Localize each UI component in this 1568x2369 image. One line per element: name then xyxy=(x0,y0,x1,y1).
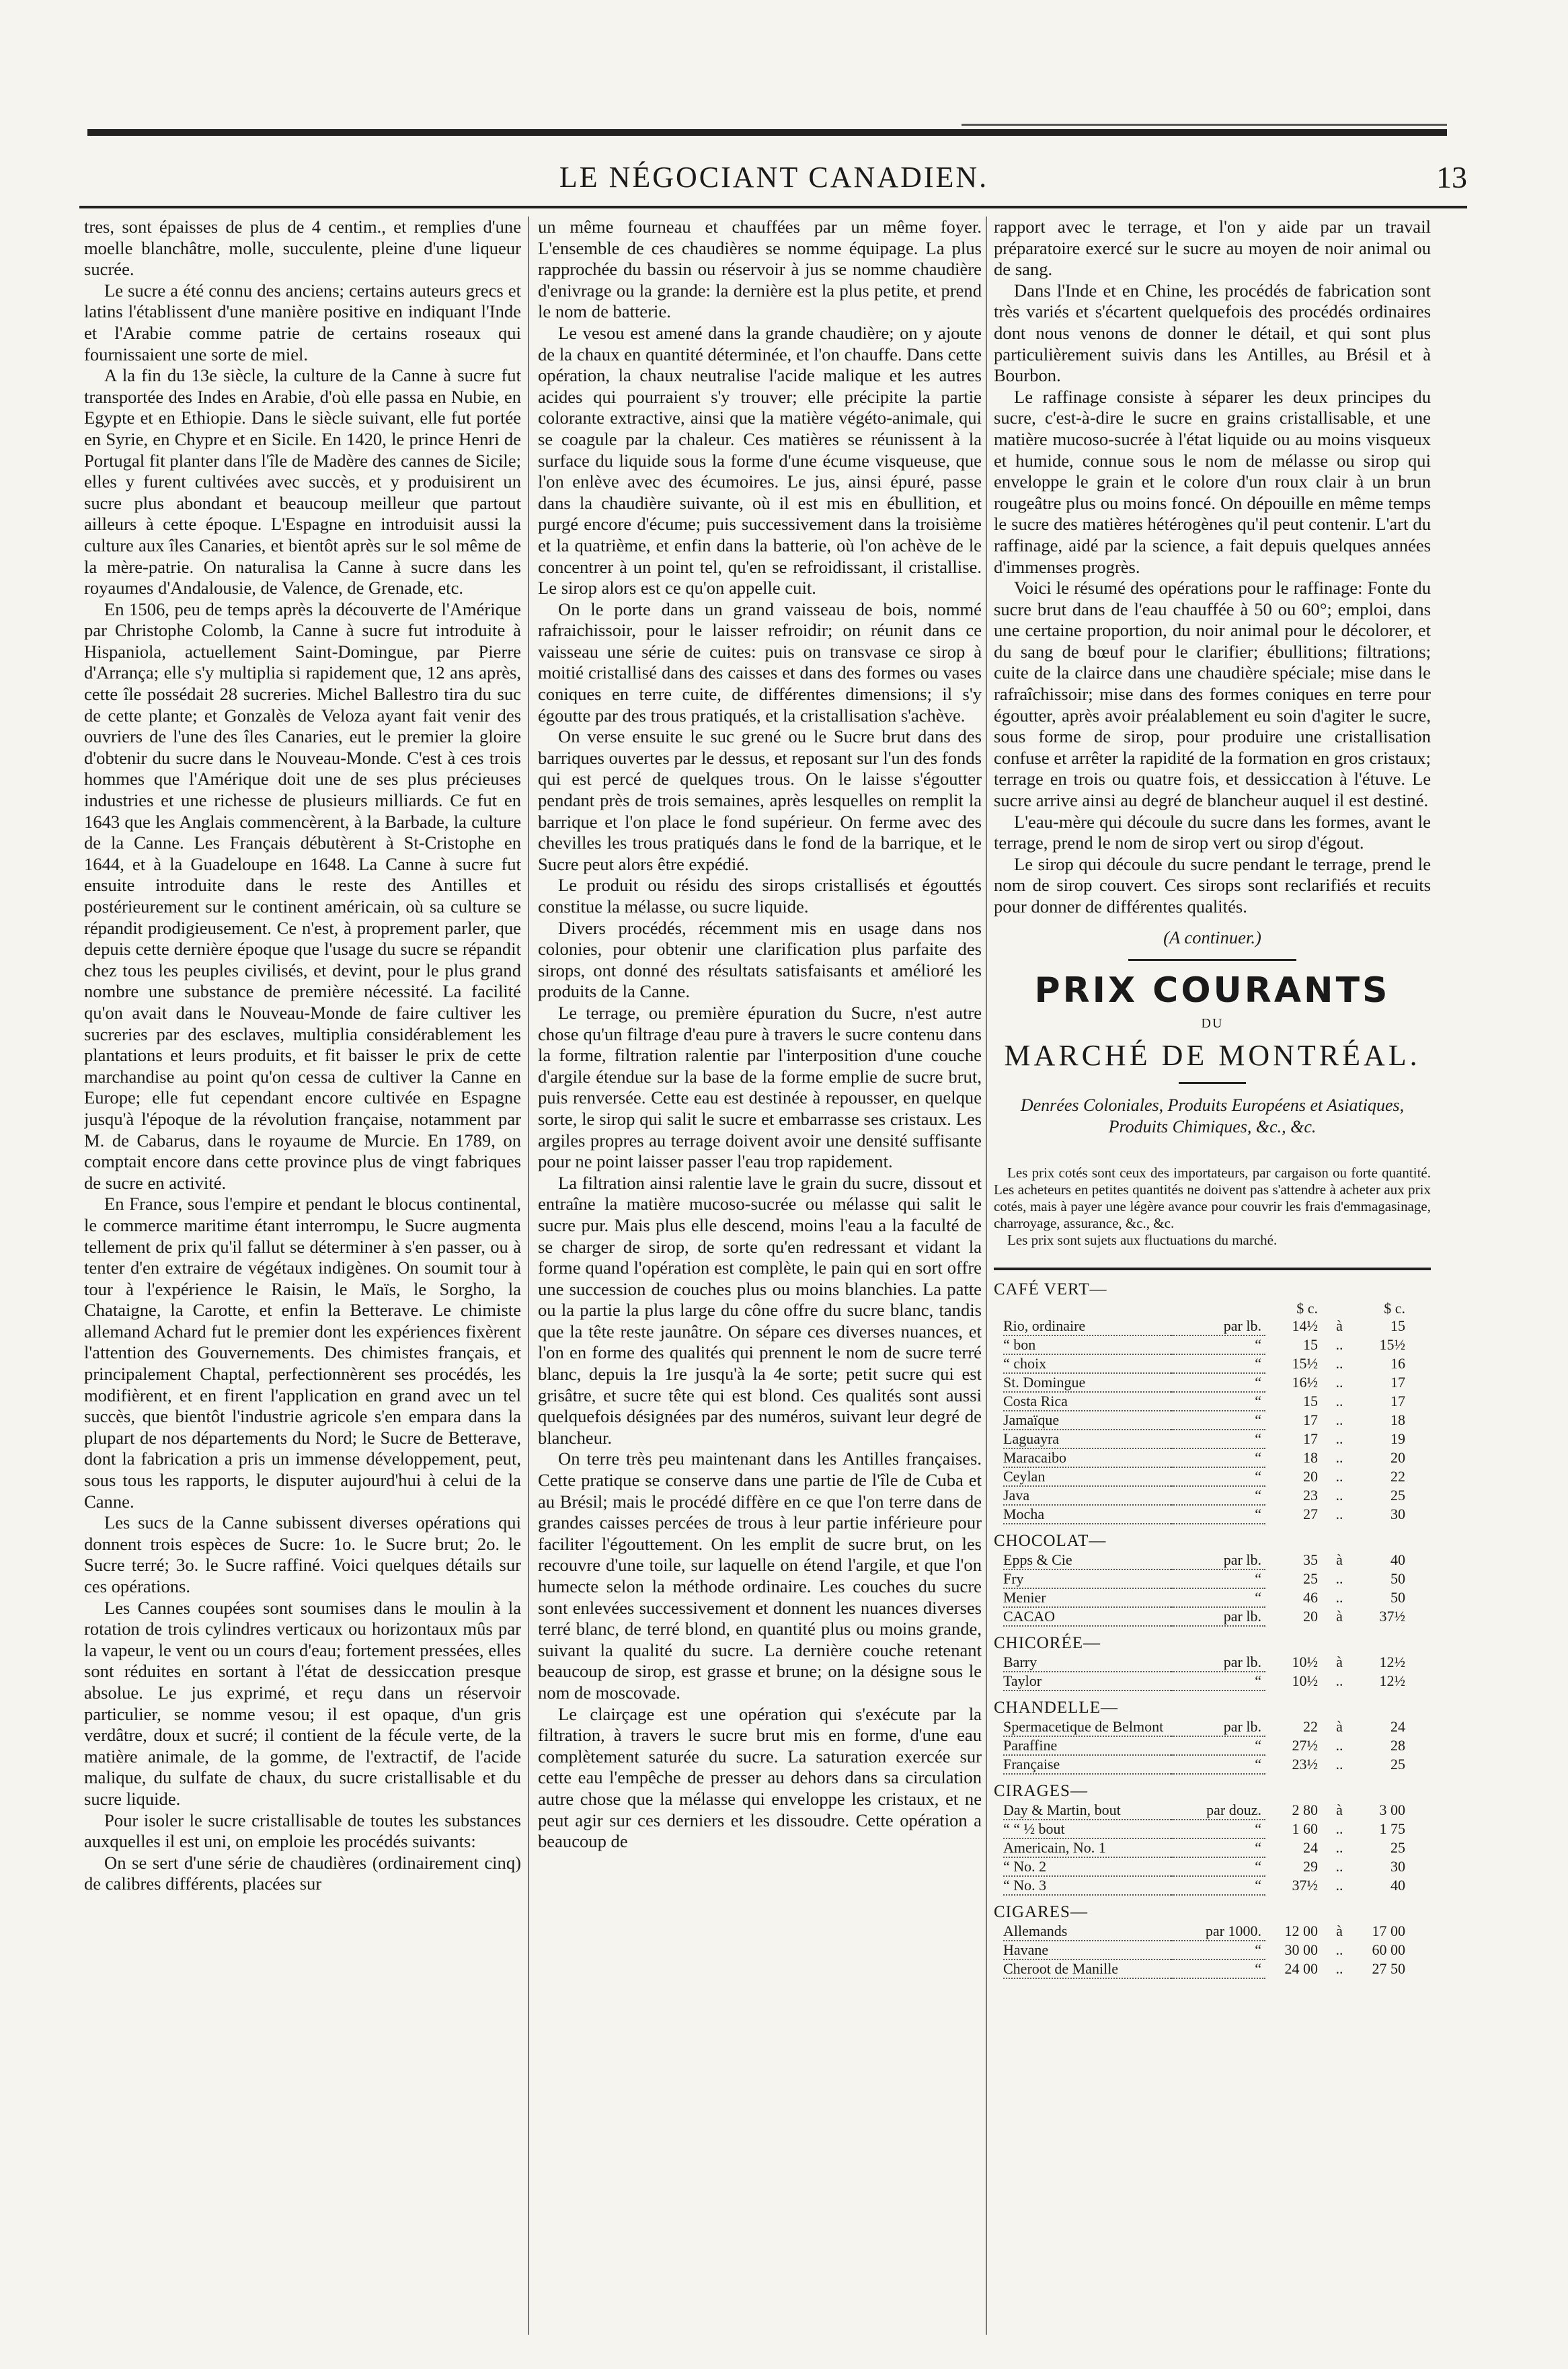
product-name: Menier xyxy=(1003,1589,1171,1608)
price-high: 25 xyxy=(1390,1486,1405,1504)
page-number: 13 xyxy=(1436,159,1467,194)
section-rule xyxy=(1179,1082,1246,1084)
price-separator: .. xyxy=(1335,1959,1343,1977)
product-name: Ceylan xyxy=(1003,1468,1171,1487)
price-unit: “ xyxy=(1171,1570,1265,1589)
price-row xyxy=(994,1801,1431,1820)
price-high: 27 50 xyxy=(1372,1959,1405,1977)
price-low: 22 xyxy=(1303,1717,1318,1735)
paragraph: Le raffinage consiste à séparer les deux principes du sucre, c'est-à-dire le sucre en grains cristallisable, et une matière mucoso-sucrée à l'état liquide ou au moins visqueux et humide, connue sous le nom de mélasse ou sirop qui enveloppe le grain et le colore d'un roux clair à un brun rougeâtre plus ou moins foncé. On dépouille en même temps le sucre des matières hétérogènes qu'il peut contenir. L'art du raffinage, aidé par la science, a fait depuis quelques années d'immenses progrès. xyxy=(994,386,1431,577)
price-row xyxy=(994,1449,1431,1468)
price-unit: “ xyxy=(1171,1839,1265,1858)
price-separator: .. xyxy=(1335,1335,1343,1353)
price-unit: “ xyxy=(1171,1737,1265,1756)
paragraph: Le sucre a été connu des anciens; certains auteurs grecs et latins l'établissent d'une manière positive en indiquant l'Inde et l'Arabie comme patrie de certains roseaux qui fournissaient une sorte de miel. xyxy=(84,280,521,364)
price-high: 50 xyxy=(1390,1569,1405,1587)
paragraph: Le vesou est amené dans la grande chaudière; on y ajoute de la chaux en quantité déterminée, et l'on chauffe. Dans cette opération, la chaux neutralise l'acide malique et les autres acides qui pourraient s'y trouver; elle précipite la partie colorante extractive, ainsi que la matière végéto-animale, qui se coagule par la chaleur. Ces matières se réunissent à la surface du liquide sous la forme d'une écume visqueuse, que l'on enlève avec des écumoires. Le jus, ainsi épuré, passe dans la chaudière suivante, où il est mis en ébullition, et purgé encore d'écume; puis successivement dans la troisième et la quatrième, et enfin dans la batterie, où l'on achève de le concentrer à un point tel, qu'en se refroidissant, il cristallise. Le sirop alors est ce qu'on appelle cuit. xyxy=(538,322,982,598)
product-name: “ bon xyxy=(1003,1336,1171,1355)
paragraph: En 1506, peu de temps après la découverte de l'Amérique par Christophe Colomb, la Canne à sucre fut introduite à Hispaniola, actuellement Saint-Domingue, par Pierre d'Arrança; elle s'y multiplia si rapidement que, 12 ans après, cette île possédait 28 sucreries. Michel Ballestro tira du suc de cette plante; et Gonzalès de Veloza ayant fait venir des ouvriers de l'une des îles Canaries, eut le premier la gloire d'obtenir du sucre dans le Nouveau-Monde. C'est à ces trois hommes que l'Amérique doit une de ses plus précieuses industries et une richesse de plusieurs milliards. Ce fut en 1643 que les Anglais commencèrent, à la Barbade, la culture de la Canne. Les Français débutèrent à St-Cristophe en 1644, et à la Guadeloupe en 1648. La Canne à sucre fut ensuite introduite dans le reste des Antilles et postérieurement sur le continent américain, où sa culture se répandit prodigieusement. Ce n'est, à proprement parler, que depuis cette dernière époque que l'usage du sucre se répandit chez tous les peuples civilisés, et devint, pour le plus grand nombre une substance de première nécessité. La facilité qu'on avait dans le Nouveau-Monde de faire cultiver les sucreries par des esclaves, multiplia considérablement les plantations et leurs produits, et fit baisser le prix de cette marchandise au point qu'on cessa de cultiver la Canne en Europe; elle fut cependant encore cultivée en Espagne jusqu'à l'époque de la révolution française, notamment par M. de Cabarus, dans le royaume de Murcie. En 1789, on comptait encore dans cette province plus de vingt fabriques de sucre en activité. xyxy=(84,598,521,1193)
price-low: 35 xyxy=(1303,1551,1318,1568)
price-unit: “ xyxy=(1171,1820,1265,1839)
price-low: 17 xyxy=(1303,1430,1318,1447)
price-low: 15 xyxy=(1303,1335,1318,1353)
price-low: 18 xyxy=(1303,1448,1318,1466)
product-name: Rio, ordinaire xyxy=(1003,1317,1171,1336)
price-high: 19 xyxy=(1390,1430,1405,1447)
price-row xyxy=(994,1570,1431,1589)
product-name: Costa Rica xyxy=(1003,1393,1171,1411)
price-separator: à xyxy=(1336,1551,1343,1568)
header-rule-thin xyxy=(962,124,1447,126)
paragraph: rapport avec le terrage, et l'on y aide par un travail préparatoire exercé sur le sucre au moyen de noir animal ou de sang. xyxy=(994,217,1431,280)
price-high: 18 xyxy=(1390,1411,1405,1428)
price-category: CIGARES— xyxy=(994,1902,1088,1921)
price-low: 20 xyxy=(1303,1467,1318,1485)
price-separator: .. xyxy=(1335,1505,1343,1522)
article-column-1 xyxy=(84,217,521,2341)
price-low: 20 xyxy=(1303,1607,1318,1625)
price-high: 17 xyxy=(1390,1373,1405,1391)
price-high: 17 00 xyxy=(1372,1922,1405,1939)
price-row xyxy=(994,1737,1431,1756)
paragraph: La filtration ainsi ralentie lave le grain du sucre, dissout et entraîne la matière mucoso-sucrée ou mélasse qui salit le sucre pur. Mais plus elle descend, moins l'eau a la faculté de se charger de sirop, de sorte qu'en redressant et vidant la forme quand l'opération est complète, le pain qui en sort offre une succession de couches plus ou moins blanchies. La patte ou la partie la plus large du cône offre du sucre blanc, tandis que la tête reste jaunâtre. On sépare ces diverses nuances, et l'on en forme des qualités qui prennent le nom de sucre terré blanc, depuis la 1re jusqu'à la 4e sorte; petit sucre qui est grisâtre, et sucre tête qui est blond. Ces qualités sont aussi quelquefois désignées par des numéros, suivant leur degré de blancheur. xyxy=(538,1172,982,1448)
price-row xyxy=(994,1608,1431,1627)
price-high: 15½ xyxy=(1379,1335,1405,1353)
product-name: Day & Martin, bout xyxy=(1003,1801,1171,1820)
paragraph: Dans l'Inde et en Chine, les procédés de fabrication sont très variés et s'écartent quelquefois des procédés ordinaires dont nous venons de donner le détail, et qui sont plus particulièrement suivis dans les Antilles, au Brésil et à Bourbon. xyxy=(994,280,1431,386)
price-row xyxy=(994,1960,1431,1979)
price-low: 15 xyxy=(1303,1392,1318,1409)
table-top-rule xyxy=(994,1268,1431,1270)
price-unit: “ xyxy=(1171,1393,1265,1411)
paragraph: un même fourneau et chauffées par un même foyer. L'ensemble de ces chaudières se nomme équipage. La plus rapprochée du bassin ou réservoir à jus se nomme chaudière d'enivrage ou la grande: la dernière est la plus petite, et prend le nom de batterie. xyxy=(538,217,982,322)
price-high: 3 00 xyxy=(1379,1801,1405,1818)
product-name: St. Domingue xyxy=(1003,1374,1171,1393)
price-row xyxy=(994,1718,1431,1737)
price-row xyxy=(994,1654,1431,1672)
article-column-3 xyxy=(994,217,1431,2341)
price-separator: .. xyxy=(1335,1486,1343,1504)
price-separator: .. xyxy=(1335,1392,1343,1409)
product-name: Mocha xyxy=(1003,1506,1171,1524)
price-category: CAFÉ VERT— xyxy=(994,1280,1107,1298)
price-low: 24 00 xyxy=(1284,1959,1318,1977)
price-high: 1 75 xyxy=(1379,1820,1405,1837)
product-name: “ choix xyxy=(1003,1355,1171,1374)
price-low: 29 xyxy=(1303,1857,1318,1875)
paragraph: Voici le résumé des opérations pour le raffinage: Fonte du sucre brut dans de l'eau chauffée à 50 ou 60°; emploi, dans une certaine proportion, du noir animal pour le décolorer, et du sang de bœuf pour le clarifier; ébullitions; filtrations; cuite de la clairce dans une chaudière spéciale; mise dans le rafraîchissoir; mise dans des formes coniques en terre pour égoutter, après avoir préalablement eu soin d'agiter le sucre, sous forme de sirop, pour produire une cristallisation confuse et arrêter la rapidité de la formation en gros cristaux; terrage en trois ou quatre fois, et dessiccation à l'étuve. Le sucre arrive ainsi au degré de blancheur auquel il est destiné. xyxy=(994,578,1431,811)
price-unit: “ xyxy=(1171,1960,1265,1979)
price-unit: par lb. xyxy=(1171,1317,1265,1336)
price-low: 12 00 xyxy=(1284,1922,1318,1939)
newspaper-title: LE NÉGOCIANT CANADIEN. xyxy=(559,160,989,194)
price-low: 17 xyxy=(1303,1411,1318,1428)
price-row xyxy=(994,1858,1431,1877)
paragraph: Les Cannes coupées sont soumises dans le moulin à la rotation de trois cylindres verticaux ou horizontaux mûs par la vapeur, le vent ou un cours d'eau; fortement pressées, elles sont réduites en sortant à l'état de dessiccation presque absolue. Le jus exprimé, et reçu dans un réservoir particulier, se nomme vesou; il est opaque, d'un gris verdâtre, doux et sucré; il contient de la fécule verte, de la matière animale, de la gomme, de l'extractif, de l'acide malique, du sulfate de chaux, du sucre cristallisable et du sucre liquide. xyxy=(84,1597,521,1809)
paragraph: Le sirop qui découle du sucre pendant le terrage, prend le nom de sirop couvert. Ces sirops sont reclarifiés et recuits pour donner de différentes qualités. xyxy=(994,853,1431,917)
paragraph: L'eau-mère qui découle du sucre dans les formes, avant le terrage, prend le nom de sirop vert ou sirop d'égout. xyxy=(994,811,1431,853)
price-high: 12½ xyxy=(1379,1653,1405,1670)
paragraph: On le porte dans un grand vaisseau de bois, nommé rafraichissoir, pour le laisser refroidir; on réunit dans ce vaisseau une série de cuites: puis on transvase ce sirop à moitié cristallisé dans des caisses et dans des formes ou vases coniques en terre cuite, de différentes dimensions; il s'y égoutte par des trous pratiqués, et la cristallisation s'achève. xyxy=(538,598,982,726)
price-separator: .. xyxy=(1335,1448,1343,1466)
paragraph: Le produit ou résidu des sirops cristallisés et égouttés constitue la mélasse, ou sucre liquide. xyxy=(538,875,982,917)
price-low: 30 00 xyxy=(1284,1941,1318,1958)
price-high: 20 xyxy=(1390,1448,1405,1466)
price-low: 2 80 xyxy=(1292,1801,1318,1818)
column-divider xyxy=(528,217,529,2335)
price-row xyxy=(994,1374,1431,1393)
price-row xyxy=(994,1393,1431,1411)
header-underline xyxy=(79,206,1467,208)
price-high: 28 xyxy=(1390,1736,1405,1754)
price-high: 60 00 xyxy=(1372,1941,1405,1958)
price-category: CHOCOLAT— xyxy=(994,1531,1107,1550)
price-separator: à xyxy=(1336,1317,1343,1334)
currency-label: $ c. xyxy=(1296,1299,1318,1317)
price-row xyxy=(994,1430,1431,1449)
notice-text: Les prix cotés sont ceux des importateurs, par cargaison ou forte quantité. Les acheteurs en petites quantités ne doivent pas s'attendre à acheter aux prix cotés, mais à payer une légère avance pour couvrir les frais d'emmagasinage, charroyage, assurance, &c., &c. xyxy=(994,1164,1431,1231)
price-category: CIRAGES— xyxy=(994,1781,1088,1800)
price-unit: “ xyxy=(1171,1449,1265,1468)
price-unit: “ xyxy=(1171,1941,1265,1960)
paragraph: Les sucs de la Canne subissent diverses opérations qui donnent trois espèces de Sucre: 1o. le Sucre brut; 2o. le Sucre terré; 3o. le Sucre raffiné. Voici quelques détails sur ces opérations. xyxy=(84,1512,521,1596)
currency-header xyxy=(994,1300,1431,1317)
paragraph: On terre très peu maintenant dans les Antilles françaises. Cette pratique se conserve dans une partie de l'île de Cuba et au Brésil; mais le procédé diffère en ce que l'on terre dans de grandes caisses percées de trous à leur partie inférieure pour faciliter l'égouttement. On les emplit de sucre brut, on les recouvre d'une toile, sur laquelle on étend l'argile, et que l'on humecte selon la méthode ordinaire. Les couches du sucre sont enlevées successivement et donnent les nuances diverses terré blanc, de terré blond, en quantité plus ou moins grande, suivant la qualité du sucre. La dernière couche retenant beaucoup de sirop, est grasse et brune; on la désigne sous le nom de moscovade. xyxy=(538,1448,982,1703)
currency-label: $ c. xyxy=(1384,1299,1405,1317)
price-list-title: PRIX COURANTS xyxy=(1034,970,1390,1011)
price-low: 23 xyxy=(1303,1486,1318,1504)
price-unit: par 1000. xyxy=(1171,1923,1265,1941)
price-row xyxy=(994,1923,1431,1941)
price-high: 25 xyxy=(1390,1838,1405,1856)
price-high: 50 xyxy=(1390,1588,1405,1606)
price-row xyxy=(994,1317,1431,1336)
price-row xyxy=(994,1941,1431,1960)
price-low: 27½ xyxy=(1292,1736,1318,1754)
price-high: 17 xyxy=(1390,1392,1405,1409)
price-separator: .. xyxy=(1335,1373,1343,1391)
price-unit: par lb. xyxy=(1171,1718,1265,1737)
product-name: Spermacetique de Belmont xyxy=(1003,1718,1171,1737)
price-separator: .. xyxy=(1335,1941,1343,1958)
price-row xyxy=(994,1756,1431,1775)
product-name: Laguayra xyxy=(1003,1430,1171,1449)
price-category: CHANDELLE— xyxy=(994,1698,1118,1717)
price-list-du: DU xyxy=(1201,1016,1224,1032)
price-row xyxy=(994,1839,1431,1858)
price-low: 46 xyxy=(1303,1588,1318,1606)
price-high: 30 xyxy=(1390,1857,1405,1875)
price-notice xyxy=(994,1165,1431,1249)
price-unit: “ xyxy=(1171,1374,1265,1393)
paragraph: Pour isoler le sucre cristallisable de toutes les substances auxquelles il est uni, on emploie les procédés suivants: xyxy=(84,1810,521,1852)
price-separator: .. xyxy=(1335,1411,1343,1428)
price-unit: par lb. xyxy=(1171,1654,1265,1672)
notice-text: Les prix sont sujets aux fluctuations du marché. xyxy=(1007,1231,1278,1248)
price-row xyxy=(994,1355,1431,1374)
price-separator: .. xyxy=(1335,1569,1343,1587)
price-low: 1 60 xyxy=(1292,1820,1318,1837)
price-unit: “ xyxy=(1171,1411,1265,1430)
price-unit: “ xyxy=(1171,1877,1265,1896)
price-separator: à xyxy=(1336,1717,1343,1735)
price-unit: “ xyxy=(1171,1756,1265,1775)
price-separator: à xyxy=(1336,1607,1343,1625)
price-row xyxy=(994,1506,1431,1524)
price-row xyxy=(994,1672,1431,1691)
price-unit: “ xyxy=(1171,1672,1265,1691)
price-unit: “ xyxy=(1171,1430,1265,1449)
price-list-subtitle: Denrées Coloniales, Produits Européens et Asiatiques, Produits Chimiques, &c., &c. xyxy=(1020,1095,1405,1136)
price-separator: à xyxy=(1336,1922,1343,1939)
product-name: Havane xyxy=(1003,1941,1171,1960)
product-name: Barry xyxy=(1003,1654,1171,1672)
product-name: Cheroot de Manille xyxy=(1003,1960,1171,1979)
price-unit: “ xyxy=(1171,1589,1265,1608)
paragraph: On verse ensuite le suc grené ou le Sucre brut dans des barriques ouvertes par le dessus, et reposant sur l'un des fonds qui est percé de quelques trous. On le laisse s'égoutter pendant près de trois semaines, après lesquelles on remplit la barrique et l'on place le fond supérieur. On ferme avec des chevilles les trous pratiqués dans le fond de la barrique, et le Sucre peut alors être expédié. xyxy=(538,726,982,874)
price-separator: .. xyxy=(1335,1354,1343,1372)
paragraph: On se sert d'une série de chaudières (ordinairement cinq) de calibres différents, placées sur xyxy=(84,1852,521,1894)
price-unit: “ xyxy=(1171,1355,1265,1374)
price-separator: .. xyxy=(1335,1876,1343,1894)
price-unit: “ xyxy=(1171,1858,1265,1877)
price-separator: .. xyxy=(1335,1588,1343,1606)
product-name: “ No. 3 xyxy=(1003,1877,1171,1896)
price-high: 16 xyxy=(1390,1354,1405,1372)
price-unit: “ xyxy=(1171,1487,1265,1506)
price-unit: par lb. xyxy=(1171,1551,1265,1570)
price-row xyxy=(994,1468,1431,1487)
price-low: 10½ xyxy=(1292,1672,1318,1689)
price-row xyxy=(994,1487,1431,1506)
product-name: Jamaïque xyxy=(1003,1411,1171,1430)
section-rule xyxy=(1128,959,1296,961)
market-name: MARCHÉ DE MONTRÉAL. xyxy=(1004,1038,1421,1072)
price-low: 14½ xyxy=(1292,1317,1318,1334)
price-high: 24 xyxy=(1390,1717,1405,1735)
price-low: 27 xyxy=(1303,1505,1318,1522)
paragraph: Le terrage, ou première épuration du Sucre, n'est autre chose qu'un filtrage d'eau pure à travers le sucre contenu dans la forme, filtration ralentie par l'interposition d'une couche d'argile étendue sur la base de la forme emplie de sucre brut, puis renversée. Cette eau est destinée à repousser, en quelque sorte, le sirop qui salit le sucre et embarrasse ses cristaux. Les argiles propres au terrage doivent avoir une densité suffisante pour ne point laisser passer l'eau trop rapidement. xyxy=(538,1002,982,1172)
price-row xyxy=(994,1820,1431,1839)
price-separator: à xyxy=(1336,1801,1343,1818)
price-low: 15½ xyxy=(1292,1354,1318,1372)
product-name: Allemands xyxy=(1003,1923,1171,1941)
product-name: “ “ ½ bout xyxy=(1003,1820,1171,1839)
price-separator: .. xyxy=(1335,1857,1343,1875)
price-separator: .. xyxy=(1335,1736,1343,1754)
price-unit: par douz. xyxy=(1171,1801,1265,1820)
product-name: Java xyxy=(1003,1487,1171,1506)
product-name: CACAO xyxy=(1003,1608,1171,1627)
price-low: 10½ xyxy=(1292,1653,1318,1670)
price-unit: “ xyxy=(1171,1506,1265,1524)
price-row xyxy=(994,1336,1431,1355)
paragraph: En France, sous l'empire et pendant le blocus continental, le commerce maritime étant interrompu, le Sucre augmenta tellement de prix qu'il fallut se déterminer à s'en passer, ou à tenter d'en extraire de végétaux indigènes. On soumit tour à tour à l'expérience le Raisin, le Maïs, le Sorgho, la Chataigne, la Carotte, et enfin la Betterave. Le chimiste allemand Achard fut le premier dont les expériences fixèrent l'attention des Gouvernements. Des chimistes français, et principalement Chaptal, perfectionnèrent ses procédés, les modifièrent, et en firent l'application en grand avec un tel succès, que bientôt l'industrie agricole s'en empara dans la plupart de nos départements du Nord; le Sucre de Betterave, dont la fabrication a pris un immense développement, peut, sous tous les rapports, le disputer aujourd'hui à celui de la Canne. xyxy=(84,1194,521,1512)
product-name: Epps & Cie xyxy=(1003,1551,1171,1570)
price-table xyxy=(994,1280,1431,1979)
page-header xyxy=(81,153,1467,200)
price-high: 30 xyxy=(1390,1505,1405,1522)
paragraph: A la fin du 13e siècle, la culture de la Canne à sucre fut transportée des Indes en Arabie, d'où elle passa en Nubie, en Egypte et en Ethiopie. Dans le siècle suivant, elle fut portée en Syrie, en Chypre et en Sicile. En 1420, le prince Henri de Portugal fit planter dans l'île de Madère des cannes de Sicile; elles y furent cultivées avec succès, et y produisirent un sucre plus abondant et beaucoup meilleur que partout ailleurs à cette époque. L'Espagne en introduisit aussi la culture aux îles Canaries, et bientôt après sur le sol même de la mère-patrie. On naturalisa la Canne à sucre dans les royaumes d'Andalousie, de Valence, de Grenade, etc. xyxy=(84,365,521,598)
price-unit: par lb. xyxy=(1171,1608,1265,1627)
price-separator: à xyxy=(1336,1653,1343,1670)
price-low: 24 xyxy=(1303,1838,1318,1856)
article-column-2 xyxy=(538,217,982,2341)
price-separator: .. xyxy=(1335,1820,1343,1837)
price-separator: .. xyxy=(1335,1672,1343,1689)
price-high: 40 xyxy=(1390,1551,1405,1568)
product-name: Americain, No. 1 xyxy=(1003,1839,1171,1858)
price-separator: .. xyxy=(1335,1755,1343,1773)
continued-note: (A continuer.) xyxy=(1163,927,1261,947)
price-unit: “ xyxy=(1171,1336,1265,1355)
price-high: 22 xyxy=(1390,1467,1405,1485)
price-separator: .. xyxy=(1335,1838,1343,1856)
price-high: 12½ xyxy=(1379,1672,1405,1689)
product-name: Paraffine xyxy=(1003,1737,1171,1756)
price-low: 23½ xyxy=(1292,1755,1318,1773)
price-separator: .. xyxy=(1335,1467,1343,1485)
price-high: 37½ xyxy=(1379,1607,1405,1625)
product-name: Maracaibo xyxy=(1003,1449,1171,1468)
paragraph: tres, sont épaisses de plus de 4 centim., et remplies d'une moelle blanchâtre, molle, succulente, pleine d'une liqueur sucrée. xyxy=(84,217,521,280)
paragraph: Divers procédés, récemment mis en usage dans nos colonies, pour obtenir une clarification plus parfaite des sirops, ont donné des résultats satisfaisants et amélioré les produits de la Canne. xyxy=(538,917,982,1002)
price-separator: .. xyxy=(1335,1430,1343,1447)
paragraph: Le clairçage est une opération qui s'exécute par la filtration, à travers le sucre brut mis en forme, d'une eau complètement saturée du sucre. La saturation exercée sur cette eau l'empêche de presser au dehors dans sa circulation autre chose que la mélasse qui enveloppe les cristaux, et ne peut agir sur ces derniers et les dissoudre. Cette opération a beaucoup de xyxy=(538,1703,982,1852)
product-name: “ No. 2 xyxy=(1003,1858,1171,1877)
price-high: 40 xyxy=(1390,1876,1405,1894)
product-name: Taylor xyxy=(1003,1672,1171,1691)
price-low: 25 xyxy=(1303,1569,1318,1587)
product-name: Française xyxy=(1003,1756,1171,1775)
price-category: CHICORÉE— xyxy=(994,1633,1101,1652)
price-row xyxy=(994,1551,1431,1570)
header-rule-thick xyxy=(87,129,1447,136)
price-high: 25 xyxy=(1390,1755,1405,1773)
price-low: 37½ xyxy=(1292,1876,1318,1894)
price-row xyxy=(994,1589,1431,1608)
price-row xyxy=(994,1411,1431,1430)
price-low: 16½ xyxy=(1292,1373,1318,1391)
price-row xyxy=(994,1877,1431,1896)
price-high: 15 xyxy=(1390,1317,1405,1334)
price-unit: “ xyxy=(1171,1468,1265,1487)
column-divider xyxy=(986,217,987,2335)
product-name: Fry xyxy=(1003,1570,1171,1589)
